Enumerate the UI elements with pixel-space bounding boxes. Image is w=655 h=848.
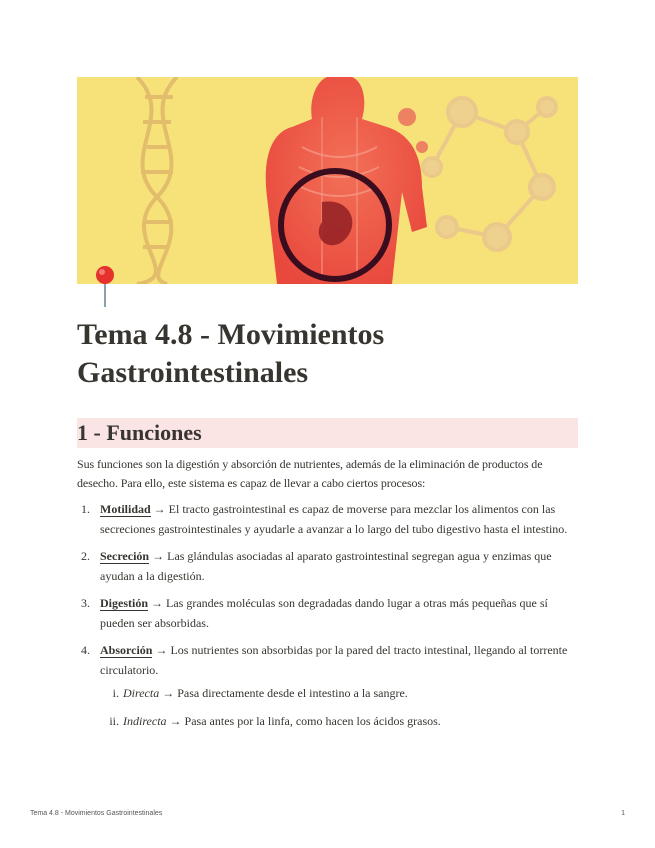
sublist-item-term: Directa xyxy=(123,686,160,700)
anatomy-illustration xyxy=(77,77,578,284)
section-heading: 1 - Funciones xyxy=(77,418,578,448)
list-item-term: Motilidad xyxy=(100,502,151,516)
cover-image xyxy=(77,77,578,284)
pushpin-icon xyxy=(95,265,115,309)
list-item: 3. Digestión → Las grandes moléculas son degradadas dando lugar a otras más pequeñas que sí pueden ser absorbidas. xyxy=(81,596,548,630)
page-footer xyxy=(30,810,625,817)
list-item-text: Las grandes moléculas son degradadas dando lugar a otras más pequeñas que sí pueden ser absorbidas. xyxy=(100,596,548,630)
footer-title: Tema 4.8 - Movimientos Gastrointestinales xyxy=(30,810,163,817)
list-item-text: Los nutrientes son absorbidas por la pared del tracto intestinal, llegando al torrente circulatorio. xyxy=(100,643,568,677)
sublist-item-term: Indirecta xyxy=(123,714,167,728)
list-item: 4. Absorción → Los nutrientes son absorbidas por la pared del tracto intestinal, llegando al torrente circulatorio. i. Directa → Pasa directamente desde el intestino a la sangre. ii. Indirecta → Pasa antes por la linfa, como hacen los ácidos grasos. xyxy=(77,641,578,731)
page-number: 1 xyxy=(621,810,625,817)
process-list xyxy=(77,500,578,740)
list-item: 2. Secreción → Las glándulas asociadas al aparato gastrointestinal segregan agua y enzimas que ayudan a la digestión. xyxy=(81,549,552,583)
list-item-term: Digestión xyxy=(100,596,148,610)
absorption-sublist xyxy=(100,684,578,731)
sublist-item: ii. Indirecta → Pasa antes por la linfa, como hacen los ácidos grasos. xyxy=(109,714,441,728)
intro-paragraph: Sus funciones son la digestión y absorción de nutrientes, además de la eliminación de productos de desecho. Para ello, este sistema es capaz de llevar a cabo ciertos procesos: xyxy=(77,457,543,490)
list-item-text: Las glándulas asociadas al aparato gastrointestinal segregan agua y enzimas que ayudan a la digestión. xyxy=(100,549,552,583)
list-item-term: Secreción xyxy=(100,549,150,563)
list-item-text: El tracto gastrointestinal es capaz de moverse para mezclar los alimentos con las secreciones gastrointestinales y ayudarle a avanzar a lo largo del tubo digestivo hasta el intestino. xyxy=(100,502,568,536)
page-title: Tema 4.8 - Movimientos Gastrointestinales xyxy=(77,318,385,389)
sublist-item-text: Pasa directamente desde el intestino a la sangre. xyxy=(177,686,408,700)
list-item-term: Absorción xyxy=(100,643,153,657)
sublist-item-text: Pasa antes por la linfa, como hacen los ácidos grasos. xyxy=(184,714,441,728)
sublist-item: i. Directa → Pasa directamente desde el intestino a la sangre. xyxy=(112,686,408,700)
list-item: 1. Motilidad → El tracto gastrointestinal es capaz de moverse para mezclar los alimentos con las secreciones gastrointestinales y ayudarle a avanzar a lo largo del tubo digestivo hasta el intestino. xyxy=(81,502,568,536)
